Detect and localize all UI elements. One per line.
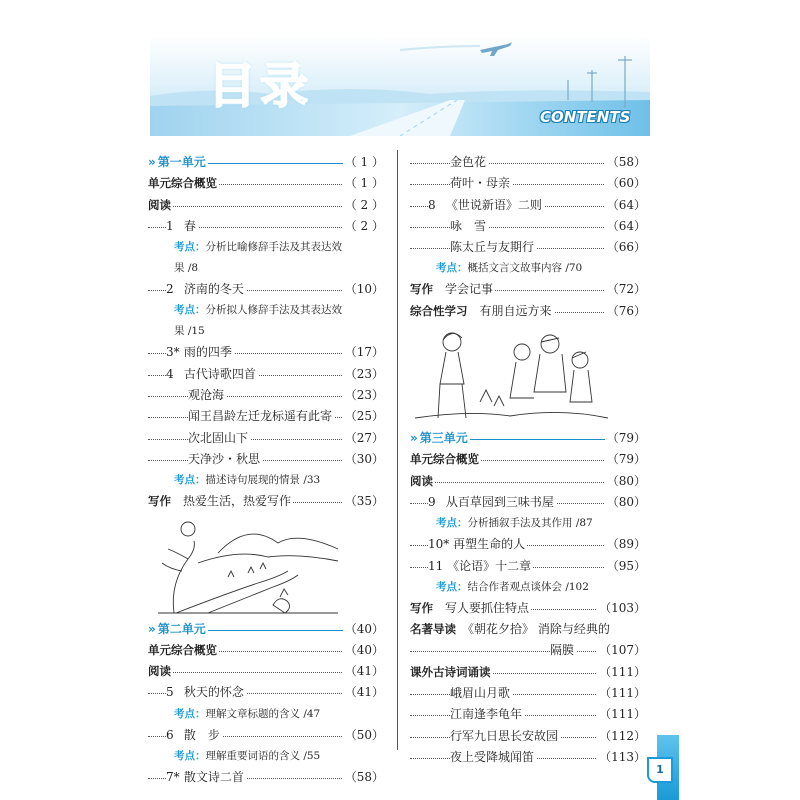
entry-page: （95） xyxy=(605,556,646,577)
landscape-illustration xyxy=(148,513,348,619)
entry-title xyxy=(188,428,250,449)
entry-text: 阅读 xyxy=(148,664,171,679)
entry-title xyxy=(148,640,219,661)
exam-point-label: 考点 ： xyxy=(174,241,206,253)
toc-entry[interactable] xyxy=(410,534,646,555)
entry-title xyxy=(450,152,488,173)
page-number: 1 xyxy=(647,757,673,783)
section-title: 《朝花夕拾》 消除与经典的 xyxy=(468,622,610,637)
unit-title: 第一单元 xyxy=(157,155,206,169)
entry-title-line2: 隔膜 xyxy=(550,640,576,661)
toc-entry[interactable] xyxy=(410,471,646,492)
entry-page: （58） xyxy=(605,152,646,173)
entry-title xyxy=(450,683,512,704)
lesson-title: 散 步 xyxy=(183,727,220,742)
toc-entry[interactable] xyxy=(148,491,384,512)
exam-point-text: 理解文章标题的含义 /47 xyxy=(205,707,321,720)
entry-text: 天净沙・秋思 xyxy=(188,451,261,466)
entry-title xyxy=(450,173,512,194)
entry-page: （107） xyxy=(597,640,646,661)
entry-page: （ 1 ） xyxy=(343,152,384,173)
toc-entry[interactable] xyxy=(148,725,384,746)
exam-point-text: 分析拟人修辞手法及其表达效果 /15 xyxy=(174,304,342,338)
unit-title: 第二单元 xyxy=(157,621,206,636)
section-title: 热爱生活，热爱写作 xyxy=(183,494,292,509)
toc-exam-point xyxy=(148,470,384,491)
lesson-number: 3* xyxy=(166,345,180,360)
entry-page: （64） xyxy=(605,216,646,237)
entry-page: （40） xyxy=(343,619,384,640)
toc-entry[interactable] xyxy=(410,683,646,704)
lesson-number: 8 xyxy=(428,197,436,212)
entry-page: （10） xyxy=(343,279,384,300)
lesson-title: 秋天的怀念 xyxy=(183,685,244,700)
entry-text: 观沧海 xyxy=(188,388,225,403)
lesson-title: 《论语》十二章 xyxy=(447,558,532,573)
entry-page: （23） xyxy=(343,364,384,385)
entry-page: （ 1 ） xyxy=(343,173,384,194)
toc-entry[interactable] xyxy=(410,301,646,322)
entry-title xyxy=(166,342,234,363)
exam-point-label: 考点 ： xyxy=(436,581,468,593)
entry-page: （66） xyxy=(605,237,646,258)
toc-entry[interactable] xyxy=(410,173,646,194)
entry-page: （58） xyxy=(343,767,384,788)
entry-title xyxy=(410,619,612,640)
entry-text: 次北固山下 xyxy=(188,430,249,445)
lesson-title: 《世说新语》二则 xyxy=(445,197,542,212)
entry-title xyxy=(148,152,208,173)
toc-exam-point xyxy=(148,237,384,279)
lesson-number: 2 xyxy=(166,282,174,297)
entry-page: （35） xyxy=(343,491,384,512)
section-title: 有朋自远方来 xyxy=(479,303,552,318)
entry-title xyxy=(410,301,554,322)
entry-page: （41） xyxy=(343,661,384,682)
toc-exam-point xyxy=(148,704,384,725)
lesson-number: 5 xyxy=(166,685,174,700)
toc-entry[interactable] xyxy=(148,152,384,173)
exam-point-label: 考点 ： xyxy=(436,517,468,529)
toc-entry[interactable] xyxy=(410,556,646,577)
entry-title xyxy=(148,173,219,194)
entry-page: （30） xyxy=(343,449,384,470)
lesson-title: 再塑生命的人 xyxy=(453,537,526,552)
toc-entry[interactable] xyxy=(148,364,384,385)
toc-entry[interactable] xyxy=(410,619,646,640)
entry-text: 课外古诗词诵读 xyxy=(410,664,491,679)
entry-page: （40） xyxy=(343,640,384,661)
lesson-number: 7* xyxy=(166,770,180,785)
lesson-number: 10* xyxy=(428,537,450,552)
section-label: 综合性学习 xyxy=(410,303,468,318)
entry-title xyxy=(166,725,222,746)
exam-point-text: 概括文言文故事内容 /70 xyxy=(467,262,583,275)
toc-entry[interactable] xyxy=(148,195,384,216)
toc-entry[interactable] xyxy=(410,747,646,768)
family-illustration xyxy=(410,322,610,428)
entry-page: （41） xyxy=(343,682,384,703)
entry-title xyxy=(148,619,208,640)
entry-title xyxy=(410,471,435,492)
entry-title xyxy=(166,279,246,300)
entry-title xyxy=(188,449,262,470)
lesson-title: 春 xyxy=(183,218,196,233)
entry-text: 行军九日思长安故园 xyxy=(450,728,559,743)
toc-entry[interactable] xyxy=(410,195,646,216)
entry-page: （103） xyxy=(597,598,646,619)
entry-page: （64） xyxy=(605,195,646,216)
toc-entry[interactable] xyxy=(410,598,646,619)
lesson-title: 从百草园到三味书屋 xyxy=(445,494,554,509)
exam-point-label: 考点 ： xyxy=(174,708,206,720)
entry-text: 单元综合概览 xyxy=(148,176,217,191)
entry-page: （27） xyxy=(343,428,384,449)
entry-page: （113） xyxy=(597,747,646,768)
entry-title xyxy=(148,491,293,512)
lesson-number: 4 xyxy=(166,366,174,381)
toc-entry[interactable] xyxy=(410,428,646,449)
toc-entry[interactable] xyxy=(148,767,384,788)
toc-entry[interactable] xyxy=(148,449,384,470)
entry-title xyxy=(148,195,173,216)
toc-entry[interactable] xyxy=(148,342,384,363)
toc-entry[interactable] xyxy=(148,682,384,703)
toc-entry[interactable] xyxy=(410,492,646,513)
column-divider xyxy=(397,150,398,750)
landscape-illustration-wrap xyxy=(148,513,384,619)
entry-title xyxy=(450,216,488,237)
page-title: 目录 xyxy=(208,58,313,114)
entry-page: （112） xyxy=(597,726,646,747)
lesson-number: 6 xyxy=(166,727,174,742)
entry-page: （17） xyxy=(343,342,384,363)
toc-entry[interactable] xyxy=(148,406,384,427)
entry-page: （80） xyxy=(605,471,646,492)
entry-text: 闻王昌龄左迁龙标遥有此寄 xyxy=(188,409,333,424)
toc-entry[interactable] xyxy=(148,619,384,640)
section-title: 学会记事 xyxy=(445,282,494,297)
toc-exam-point xyxy=(410,513,646,534)
exam-point-label: 考点 ： xyxy=(436,262,468,274)
exam-point-text: 分析比喻修辞手法及其表达效果 /8 xyxy=(174,241,342,275)
entry-title xyxy=(428,195,544,216)
entry-text: 阅读 xyxy=(148,197,171,212)
entry-title xyxy=(410,428,470,449)
lesson-number: 11 xyxy=(428,558,444,573)
toc-entry[interactable] xyxy=(410,279,646,300)
entry-page: （ 2 ） xyxy=(343,195,384,216)
entry-page: （ 2 ） xyxy=(343,216,384,237)
entry-title xyxy=(428,556,533,577)
toc-exam-point xyxy=(148,300,384,342)
entry-page: （60） xyxy=(605,173,646,194)
toc-entry[interactable] xyxy=(410,152,646,173)
entry-text: 单元综合概览 xyxy=(148,642,217,657)
entry-page: （111） xyxy=(597,683,646,704)
exam-point-text: 分析插叙手法及其作用 /87 xyxy=(467,517,593,530)
toc-entry[interactable] xyxy=(410,216,646,237)
entry-text: 金色花 xyxy=(450,155,487,169)
lesson-title: 古代诗歌四首 xyxy=(183,366,256,381)
toc-entry[interactable] xyxy=(148,385,384,406)
toc-entry[interactable] xyxy=(148,428,384,449)
entry-title xyxy=(410,662,493,683)
toc-left-column xyxy=(148,152,384,788)
entry-title xyxy=(410,598,531,619)
entry-page: （79） xyxy=(605,428,646,449)
toc-entry[interactable] xyxy=(148,173,384,194)
toc-exam-point xyxy=(148,746,384,767)
toc-entry[interactable] xyxy=(410,237,646,258)
entry-page: （25） xyxy=(343,406,384,427)
entry-title xyxy=(166,767,246,788)
entry-title xyxy=(166,682,246,703)
entry-text: 单元综合概览 xyxy=(410,452,479,467)
unit-title: 第三单元 xyxy=(419,431,468,446)
exam-point-label: 考点 ： xyxy=(174,474,206,486)
section-label: 写作 xyxy=(148,494,171,509)
toc-entry[interactable] xyxy=(148,640,384,661)
entry-title xyxy=(450,237,536,258)
entry-title xyxy=(148,661,173,682)
entry-text: 夜上受降城闻笛 xyxy=(450,749,535,764)
toc-exam-point xyxy=(410,258,646,279)
exam-point-text: 结合作者观点谈体会 /102 xyxy=(467,580,589,593)
lesson-title: 散文诗二首 xyxy=(183,770,244,785)
entry-title xyxy=(450,704,524,725)
entry-text: 陈太丘与友期行 xyxy=(450,240,535,255)
entry-text: 荷叶・母亲 xyxy=(450,176,511,191)
toc-entry[interactable] xyxy=(410,449,646,470)
entry-page: （111） xyxy=(597,704,646,725)
toc-entry[interactable] xyxy=(148,661,384,682)
section-title: 写人要抓住特点 xyxy=(445,600,530,615)
entry-title xyxy=(188,406,334,427)
entry-title xyxy=(450,726,560,747)
entry-page: （89） xyxy=(605,534,646,555)
entry-title xyxy=(428,492,556,513)
entry-page: （50） xyxy=(343,725,384,746)
section-label: 名著导读 xyxy=(410,622,456,637)
entry-page: （76） xyxy=(605,301,646,322)
toc-entry[interactable] xyxy=(148,279,384,300)
entry-page: （111） xyxy=(597,662,646,683)
toc-right-column xyxy=(410,152,646,768)
contents-label: CONTENTS xyxy=(540,108,631,126)
toc-exam-point xyxy=(410,577,646,598)
entry-text: 江南逢李龟年 xyxy=(450,707,523,722)
entry-page: （23） xyxy=(343,385,384,406)
entry-page: （72） xyxy=(605,279,646,300)
entry-title xyxy=(410,279,495,300)
exam-point-label: 考点 ： xyxy=(174,750,206,762)
lesson-title: 济南的冬天 xyxy=(183,282,244,297)
entry-title xyxy=(166,216,198,237)
exam-point-text: 理解重要词语的含义 /55 xyxy=(205,750,321,763)
exam-point-label: 考点 ： xyxy=(174,304,206,316)
entry-page: （80） xyxy=(605,492,646,513)
entry-text: 峨眉山月歌 xyxy=(450,686,511,701)
entry-title xyxy=(188,385,226,406)
entry-page: （79） xyxy=(605,449,646,470)
family-illustration-wrap xyxy=(410,322,646,428)
toc-entry[interactable] xyxy=(410,726,646,747)
entry-title xyxy=(428,534,527,555)
entry-title xyxy=(410,449,481,470)
toc-entry[interactable] xyxy=(148,216,384,237)
lesson-number: 1 xyxy=(166,218,174,233)
section-label: 写作 xyxy=(410,600,433,615)
section-label: 写作 xyxy=(410,282,433,297)
entry-title xyxy=(166,364,258,385)
entry-text: 阅读 xyxy=(410,473,433,488)
toc-entry[interactable] xyxy=(410,662,646,683)
entry-text: 咏 雪 xyxy=(450,218,487,233)
lesson-title: 雨的四季 xyxy=(183,345,232,360)
exam-point-text: 描述诗句展现的情景 /33 xyxy=(205,474,321,487)
lesson-number: 9 xyxy=(428,494,436,509)
entry-title xyxy=(450,747,536,768)
toc-entry-continued[interactable] xyxy=(410,640,646,661)
toc-entry[interactable] xyxy=(410,704,646,725)
